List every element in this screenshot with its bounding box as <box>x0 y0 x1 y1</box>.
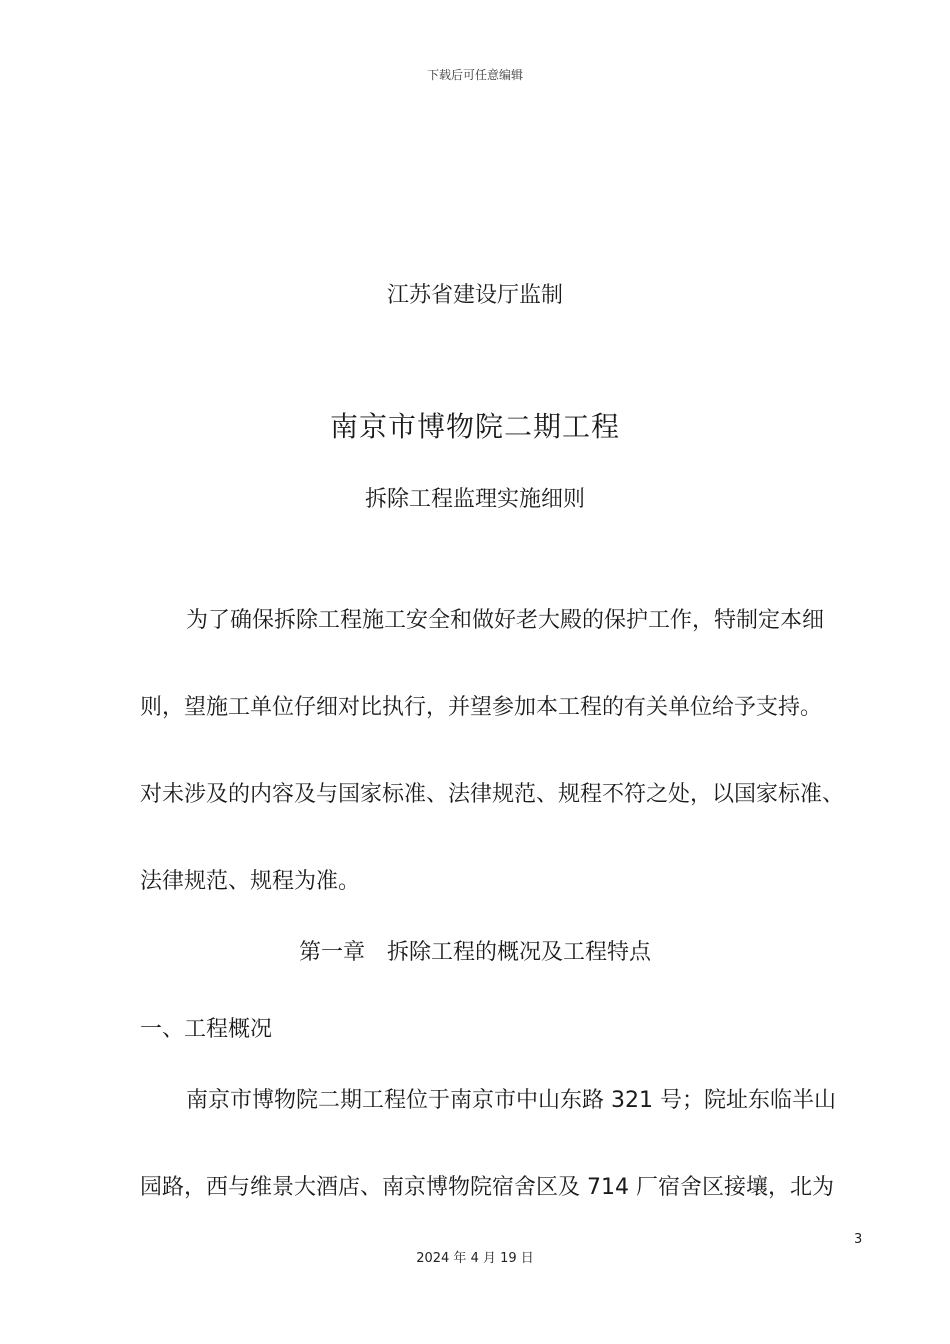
project-title: 南京市博物院二期工程 <box>329 410 620 443</box>
section-line-1: 南京市博物院二期工程位于南京市中山东路 321 号；院址东临半山 <box>186 1088 836 1113</box>
page-number: 3 <box>854 1232 863 1247</box>
footer-date: 2024 年 4 月 19 日 <box>416 1251 534 1266</box>
intro-line-4: 法律规范、规程为准。 <box>140 869 361 894</box>
intro-line-1: 为了确保拆除工程施工安全和做好老大殿的保护工作，特制定本细 <box>186 608 825 633</box>
intro-line-2: 则，望施工单位仔细对比执行，并望参加本工程的有关单位给予支持。 <box>140 695 823 720</box>
chapter-heading: 第一章 拆除工程的概况及工程特点 <box>298 940 651 965</box>
document-title: 拆除工程监理实施细则 <box>364 487 585 512</box>
section-heading: 一、工程概况 <box>140 1017 273 1042</box>
section-line-2: 园路，西与维景大酒店、南京博物院宿舍区及 714 厂宿舍区接壤，北为 <box>140 1175 834 1200</box>
intro-line-3: 对未涉及的内容及与国家标准、法律规范、规程不符之处，以国家标准、 <box>140 782 845 807</box>
supervisor-label: 江苏省建设厅监制 <box>386 283 563 308</box>
header-note: 下载后可任意编辑 <box>426 68 523 82</box>
